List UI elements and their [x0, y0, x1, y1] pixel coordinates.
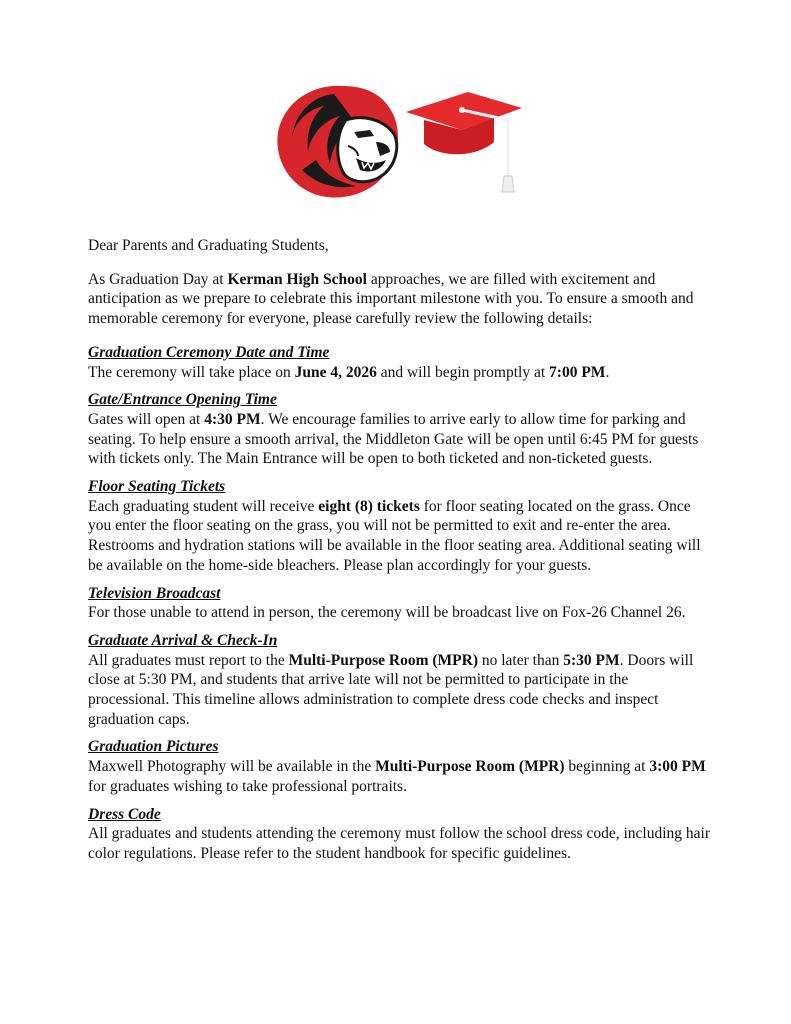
header-logos — [272, 80, 528, 200]
graduation-cap-icon — [406, 92, 522, 192]
text-run: for graduates wishing to take professional portraits. — [88, 777, 407, 795]
section-text — [88, 757, 710, 796]
intro-paragraph — [88, 270, 710, 329]
section-gate — [88, 390, 710, 469]
section-text — [88, 410, 710, 469]
section-television — [88, 584, 710, 623]
section-floor-seating — [88, 477, 710, 576]
ceremony-time: 7:00 PM — [549, 363, 606, 381]
text-run: All graduates must report to the — [88, 651, 289, 669]
section-heading: Dress Code — [88, 805, 161, 823]
section-heading: Floor Seating Tickets — [88, 478, 226, 496]
section-text — [88, 363, 710, 383]
room-name: Multi-Purpose Room (MPR) — [375, 758, 565, 776]
section-arrival — [88, 631, 710, 730]
intro-text-cont: approaches, we are filled with excitement and anticipation as we prepare to celebrate this important milestone with you. To ensure a smooth and memorable ceremony for everyone, please carefully review the following details: — [88, 270, 694, 328]
section-text — [88, 497, 710, 576]
ceremony-date: June 4, 2026 — [294, 363, 377, 381]
greeting: Dear Parents and Graduating Students, — [88, 237, 329, 254]
section-heading: Graduation Pictures — [88, 738, 219, 756]
text-run: for floor seating located on the grass. Once you enter the floor seating on the grass, you will not be permitted to exit and re-enter the area. Restrooms and hydration stations will be available in the floor seating area. Additional seating will be available on the home-side bleachers. Please plan accordingly for your guests. — [88, 497, 701, 574]
room-name: Multi-Purpose Room (MPR) — [288, 651, 478, 669]
section-heading: Graduation Ceremony Date and Time — [88, 343, 330, 361]
section-text: All graduates and students attending the ceremony must follow the school dress code, including hair color regulations. Please refer to the student handbook for specific guidelines. — [88, 825, 711, 862]
section-text: For those unable to attend in person, the ceremony will be broadcast live on Fox-26 Channel 26. — [88, 604, 686, 622]
gate-time: 4:30 PM — [204, 410, 261, 428]
section-pictures — [88, 737, 710, 796]
section-dress-code — [88, 805, 710, 864]
text-run: . — [605, 363, 610, 381]
ticket-count: eight (8) tickets — [318, 497, 420, 515]
lion-mascot-logo — [272, 80, 528, 200]
section-heading: Television Broadcast — [88, 584, 221, 602]
text-run: and will begin promptly at — [376, 363, 550, 381]
arrival-time: 5:30 PM — [563, 651, 620, 669]
text-run: Maxwell Photography will be available in the — [88, 758, 376, 776]
text-run: . We encourage families to arrive early to allow time for parking and seating. To help ensure a smooth arrival, the Middleton Gate will be open until 6:45 PM for guests with tickets only. The Main Entrance will be open to both ticketed and non-ticketed guests. — [88, 410, 699, 468]
text-run: no later than — [478, 651, 564, 669]
section-heading: Gate/Entrance Opening Time — [88, 391, 277, 409]
text-run: Each graduating student will receive — [88, 497, 319, 515]
letter-body — [88, 236, 710, 872]
section-ceremony — [88, 343, 710, 382]
text-run: beginning at — [564, 758, 650, 776]
intro-text: As Graduation Day at — [88, 270, 228, 288]
text-run: The ceremony will take place on — [88, 363, 295, 381]
section-text — [88, 651, 710, 730]
text-run: Gates will open at — [88, 410, 205, 428]
pictures-time: 3:00 PM — [649, 758, 706, 776]
section-heading: Graduate Arrival & Check-In — [88, 631, 278, 649]
school-name: Kerman High School — [227, 270, 367, 288]
text-run: . Doors will close at 5:30 PM, and students that arrive late will not be permitted to participate in the processional. This timeline allows administration to complete dress code checks and inspect graduation caps. — [88, 651, 694, 728]
